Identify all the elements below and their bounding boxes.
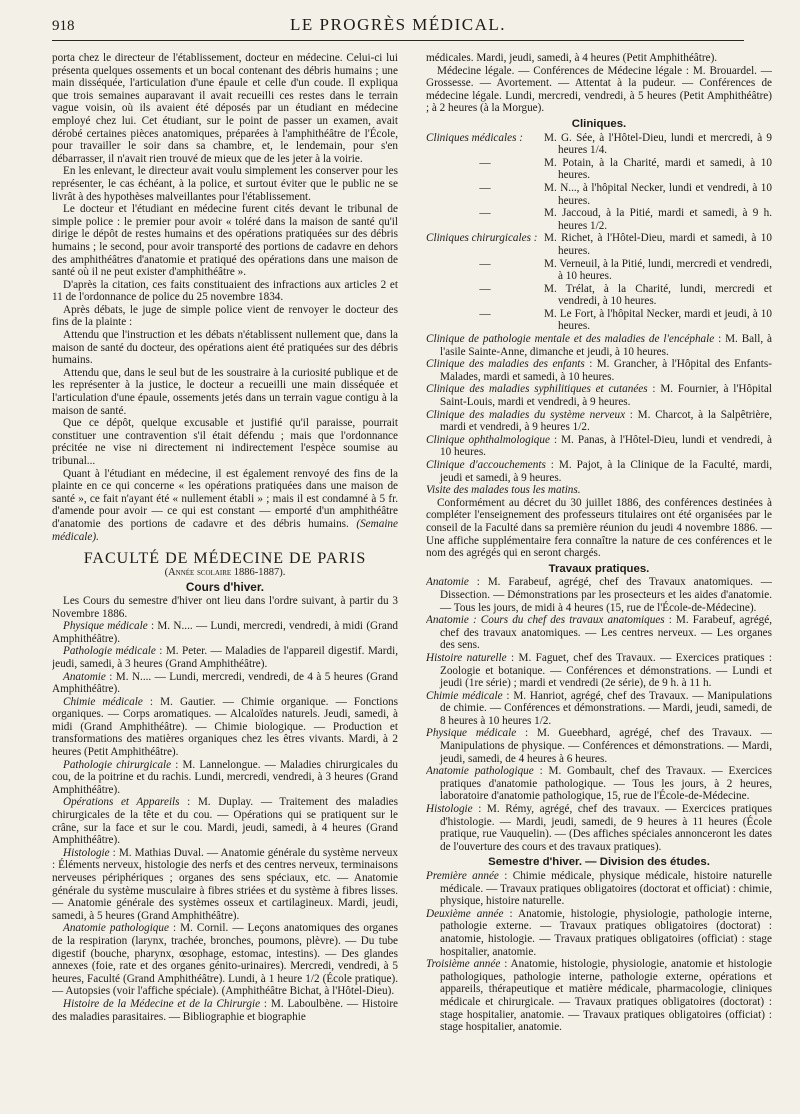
- clinic-subject: Visite des malades tous les matins.: [426, 484, 581, 497]
- clinic-detail: : M. Pajot, à la Clinique de la Faculté, mardi, jeudi et samedi, à 9 heures.: [440, 459, 772, 484]
- division-text: : Chimie médicale, physique médicale, histoire naturelle médicale. — Travaux pratiques obligatoires (doctorat et officiat) : chimie, physique, histoire naturelle.: [440, 870, 772, 908]
- clinic-subject: Clinique des maladies du système nerveux: [426, 408, 626, 421]
- clinic-text: M. Verneuil, à la Pitié, lundi, mercredi et vendredi, à 10 heures.: [544, 257, 772, 283]
- clinic-entry: [426, 434, 772, 459]
- travaux-text: : M. Rémy, agrégé, chef des travaux. — Exercices pratiques d'histologie. — Mardi, jeudi, samedi, de 9 heures à 11 heures (École pratique, rue Vauquelin). — (Des affiches spéciales annonceront les dates de l'ouverture des cours et des travaux pratiques).: [440, 803, 772, 853]
- paragraph: Attendu que, dans le seul but de les soustraire à la curiosité publique et de les représenter à la justice, le docteur a recueilli une main disséquée et l'articulation d'une épaule, ossements jetés dans un terrain vague contigu à la maison de santé.: [52, 366, 398, 417]
- clinic-text: M. Trélat, à la Charité, lundi, mercredi et vendredi, à 10 heures.: [544, 282, 772, 308]
- source-citation: (Semaine médicale).: [52, 517, 398, 543]
- clinic-subject: Clinique d'accouchements: [426, 459, 546, 471]
- course-subject: Pathologie chirurgicale: [63, 758, 172, 771]
- travaux-subject: Anatomie pathologique: [426, 765, 534, 778]
- course-subject: Histologie: [63, 846, 110, 859]
- clinic-entry: [426, 333, 772, 358]
- course-entry: [52, 671, 398, 696]
- division-subject: Première année: [426, 870, 499, 882]
- paragraph-text: Quant à l'étudiant en médecine, il est également renvoyé des fins de la plainte en ce qui concerne « les opérations pratiquées dans une maison de santé », ce fait n'ayant été « nullement établi » ; mais il est condamné à 5 fr. d'amende pour avoir — ce qui est constant — emporté d'un amphithéâtre d'anatomie des portions de cadavre et des débris humains.: [52, 467, 398, 530]
- right-column: [426, 52, 772, 1102]
- course-text: : M. Peter. — Maladies de l'appareil digestif. Mardi, jeudi, samedi, à 3 heures (Grand Amphithéâtre).: [52, 645, 398, 670]
- travaux-text: : M. Farabeuf, agrégé, chef des Travaux anatomiques. — Dissection. — Démonstrations par les prosecteurs et les aides d'anatomie. — Tous les jours, de midi à 4 heures (15, rue de l'École-de-Médecine).: [440, 576, 772, 614]
- travaux-subject: Chimie médicale: [426, 689, 503, 702]
- clinic-text: M. N..., à l'hôpital Necker, lundi et vendredi, à 10 heures.: [544, 181, 772, 207]
- faculty-title: FACULTÉ DE MÉDECINE DE PARIS: [83, 550, 367, 568]
- clinic-group-label: Cliniques chirurgicales :: [426, 232, 538, 245]
- course-text: : M. N.... — Lundi, mercredi, vendredi, à midi (Grand Amphithéâtre).: [52, 620, 398, 645]
- clinic-text: M. Jaccoud, à la Pitié, mardi et samedi, à 9 h. heures 1/2.: [544, 207, 772, 232]
- paragraph: Le docteur et l'étudiant en médecine furent cités devant le tribunal de simple police : le premier pour avoir « toléré dans la maison de santé qu'il dirige le dépôt de restes humains et des opérations pratiquées sur des débris humains ; le second, pour avoir transporté des portions de cadavre en dehors des amphithéâtres d'anatomie et pratiqué des opérations dans une maison de santé où il ne peut exister d'amphithéâtre ».: [52, 203, 398, 279]
- clinic-row: [426, 283, 772, 308]
- clinic-row: [426, 132, 772, 157]
- clinic-row: [426, 207, 772, 232]
- clinic-group-label: Cliniques médicales :: [426, 131, 523, 144]
- division-subject: Deuxième année: [426, 907, 504, 920]
- course-text: : M. Cornil. — Leçons anatomiques des organes de la respiration (larynx, trachée, bronches, poumons, plèvre). — Du tube digestif (bouche, pharynx, œsophage, estomac, intestins). — Des glandes annexes (foie, rate et des organes génito-urinaires). Mercredi, vendredi, à 5 heures, Faculté (Grand Amphithéâtre). Lundi, à 1 heure 1/2 (École pratique). — Autopsies (voir l'affiche spéciale). (Amphithéâtre Bichat, à l'Hôtel-Dieu).: [52, 922, 398, 998]
- travaux-text: : M. Hanriot, agrégé, chef des Travaux. — Manipulations de chimie. — Conférences et démonstrations. — Mardi, jeudi, samedi, de 8 heures à 10 heures 1/2.: [440, 689, 772, 727]
- division-text: : Anatomie, histologie, physiologie, pathologie interne, pathologie externe. — Travaux pratiques obligatoires (doctorat) : anatomie, histologie. — Travaux pratiques obligatoires (officiat) : stage hospitalier, anatomie.: [440, 907, 772, 958]
- dash-mark: —: [479, 282, 491, 295]
- course-subject: Opérations et Appareils: [63, 796, 180, 809]
- left-column: [52, 52, 398, 1102]
- school-year: (Année scolaire 1886-1887).: [164, 566, 286, 578]
- clinic-subject: Clinique de pathologie mentale et des maladies de l'encéphale: [426, 333, 715, 346]
- course-subject: Anatomie pathologique: [63, 922, 169, 935]
- course-entry: [52, 922, 398, 998]
- travaux-entry: [426, 690, 772, 728]
- travaux-subject: Histologie: [426, 803, 473, 816]
- paragraph: médicales. Mardi, jeudi, samedi, à 4 heures (Petit Amphithéâtre).: [426, 52, 718, 64]
- course-text: : M. Mathias Duval. — Anatomie générale du système nerveux : Éléments nerveux, histologie des nerfs et des centres nerveux, terminaisons nerveuses périphériques ; organes des sens spéciaux, etc. — Anatomie générale du système musculaire à fibres striées et du système à fibres lisses. — Anatomie générale des systèmes osseux et cartilagineux. Mardi, jeudi, samedi, à 5 heures (Grand Amphithéâtre).: [52, 846, 398, 922]
- clinic-entry: [426, 358, 772, 383]
- clinic-subject: Clinique des maladies des enfants: [426, 358, 585, 371]
- clinic-subject: Clinique des maladies syphilitiques et cutanées: [426, 383, 648, 396]
- clinic-subject: Clinique ophthalmologique: [426, 433, 550, 446]
- dash-mark: —: [479, 307, 491, 320]
- courses-intro: Les Cours du semestre d'hiver ont lieu dans l'ordre suivant, à partir du 3 Novembre 1886.: [52, 594, 398, 620]
- clinic-detail: : M. Charcot, à la Salpêtrière, mardi et vendredi, à 9 heures 1/2.: [440, 408, 772, 434]
- course-entry: [52, 998, 398, 1023]
- dash-mark: —: [479, 181, 491, 194]
- clinic-text: M. Richet, à l'Hôtel-Dieu, mardi et samedi, à 10 heures.: [544, 232, 772, 257]
- division-entry: [426, 908, 772, 958]
- travaux-subject: Anatomie : Cours du chef des travaux anatomiques: [426, 614, 665, 627]
- clinic-detail: : M. Ball, à l'asile Sainte-Anne, dimanche et jeudi, à 10 heures.: [440, 333, 772, 358]
- clinic-row: [426, 308, 772, 333]
- division-subject: Troisième année: [426, 958, 501, 971]
- clinic-entry: [426, 484, 772, 497]
- page-number: 918: [52, 18, 75, 34]
- page-header: [52, 14, 744, 41]
- course-subject: Histoire de la Médecine et de la Chirurgie: [63, 997, 261, 1010]
- course-subject: Physique médicale: [63, 620, 148, 633]
- course-entry: [52, 696, 398, 759]
- clinic-entry: [426, 459, 772, 484]
- paragraph: Que ce dépôt, quelque excusable et justifié qu'il paraisse, pourrait constituer une contravention s'il était défendu ; mais que l'ordonnance précitée ne vise ni directement ni indirectement l'espèce soumise au tribunal...: [52, 417, 398, 467]
- clinic-detail: : M. Fournier, à l'Hôpital Saint-Louis, mardi et vendredi, à 9 heures.: [440, 383, 772, 409]
- division-entry: [426, 958, 772, 1034]
- course-entry: [52, 645, 398, 670]
- clinic-row: [426, 258, 772, 283]
- running-title: LE PROGRÈS MÉDICAL.: [290, 15, 506, 34]
- clinic-entry: [426, 383, 772, 408]
- course-entry: [52, 847, 398, 923]
- travaux-entry: [426, 803, 772, 853]
- course-entry: [52, 796, 398, 846]
- courses-title: Cours d'hiver.: [185, 580, 265, 595]
- cliniques-title: Cliniques.: [571, 117, 627, 130]
- course-subject: Anatomie: [63, 670, 106, 683]
- paragraph: Après débats, le juge de simple police vient de renvoyer le docteur des fins de la plainte :: [52, 303, 398, 329]
- clinic-text: M. Potain, à la Charité, mardi et samedi, à 10 heures.: [544, 156, 772, 182]
- paragraph: [52, 468, 398, 544]
- travaux-entry: [426, 652, 772, 690]
- travaux-entry: [426, 765, 772, 803]
- course-text: : M. N.... — Lundi, mercredi, vendredi, de 4 à 5 heures (Grand Amphithéâtre).: [52, 670, 398, 696]
- course-text: : M. Laboulbène. — Histoire des maladies parasitaires. — Bibliographie et biographie: [52, 997, 398, 1023]
- travaux-text: : M. Gueebhard, agrégé, chef des Travaux. — Manipulations de physique. — Conférences et démonstrations. — Mardi, jeudi, samedi, de 4 heures à 6 heures.: [440, 727, 772, 765]
- course-subject: Pathologie médicale: [63, 645, 156, 658]
- clinic-text: M. Le Fort, à l'hôpital Necker, mardi et jeudi, à 10 heures.: [544, 307, 772, 333]
- paragraph: D'après la citation, ces faits constituaient des infractions aux articles 2 et 11 de l'ordonnance de police du 25 novembre 1834.: [52, 278, 398, 304]
- travaux-text: : M. Gombault, chef des Travaux. — Exercices pratiques d'anatomie pathologique. — Tous les jours, à 2 heures, laboratoire d'anatomie pathologique, 15, rue de l'École-de-Médecine.: [440, 765, 772, 803]
- paragraph: En les enlevant, le directeur avait voulu simplement les conserver pour les représenter, le cas échéant, à la police, et surtout éviter que le public ne se livrât à des hypothèses malveillantes pour l'établissement.: [52, 165, 398, 203]
- division-text: : Anatomie, histologie, physiologie, anatomie et histologie pathologiques, pathologie interne, pathologie externe, opérations et appareils, thérapeutique et matière médicale, pharmacologie, cliniques médicale et chirurgicale. — Travaux pratiques obligatoires (doctorat) : stage hospitalier, anatomie. — Travaux pratiques obligatoires (officiat) : stage hospitalier, anatomie.: [440, 958, 772, 1034]
- course-text: : M. Gautier. — Chimie organique. — Fonctions organiques. — Corps aromatiques. — Alcaloïdes naturels. Jeudi, samedi, à midi (Grand Amphithéâtre). — Chimie biologique. — Production et transformations des matières organiques chez les êtres vivants. Mardi, à 2 heures (Petit Amphithéâtre).: [52, 695, 398, 759]
- travaux-entry: [426, 727, 772, 765]
- clinic-row: [426, 182, 772, 207]
- clinic-detail: : M. Grancher, à l'Hôpital des Enfants-Malades, mardi et samedi, à 10 heures.: [440, 358, 772, 383]
- paragraph: porta chez le directeur de l'établissement, docteur en médecine. Celui-ci lui présenta quelques ossements et un bocal contenant des débris humains ; une main disséquée, l'articulation d'une épaule et celle d'un coude. Il expliqua que trois semaines auparavant il avait recueilli ces restes dans le terrain vague voisin, où ils avaient été déposés par un étudiant en médecine employé chez lui. Cet étudiant, sur le point de passer un examen, avait dérobé certaines pièces anatomiques, préparées à l'amphithéâtre de l'École, pour travailler le soir dans sa chambre, et, le lendemain, pour s'en débarrasser, il n'avait rien trouvé de mieux que de les jeter à la voirie.: [52, 52, 398, 165]
- semestre-title: Semestre d'hiver. — Division des études.: [488, 856, 710, 869]
- division-entry: [426, 870, 772, 908]
- clinic-text: M. G. Sée, à l'Hôtel-Dieu, lundi et mercredi, à 9 heures 1/4.: [544, 131, 772, 157]
- dash-mark: —: [479, 156, 491, 169]
- dash-mark: —: [479, 207, 491, 220]
- course-subject: Chimie médicale: [63, 695, 143, 708]
- clinic-row: [426, 157, 772, 182]
- dash-mark: —: [479, 257, 491, 270]
- travaux-entry: [426, 576, 772, 614]
- clinic-entry: [426, 409, 772, 434]
- clinic-row: [426, 232, 772, 257]
- course-text: : M. Duplay. — Traitement des maladies chirurgicales de la tête et du cou. — Opérations qui se pratiquent sur le crâne, sur la face et sur le cou. Mardi, jeudi, samedi, à 4 heures (Grand Amphithéâtre).: [52, 796, 398, 847]
- travaux-entry: [426, 614, 772, 652]
- travaux-subject: Physique médicale: [426, 727, 517, 740]
- travaux-subject: Anatomie: [426, 576, 469, 589]
- travaux-subject: Histoire naturelle: [426, 651, 507, 664]
- decree-paragraph: Conformément au décret du 30 juillet 1886, des conférences destinées à compléter l'enseignement des professeurs titulaires ont été organisées par le conseil de la Faculté dans sa première réunion du jeudi 4 novembre 1886. — Une affiche supplémentaire fera connaître la nature de ces conférences et le nom des agrégés qui en seront chargés.: [426, 496, 772, 560]
- course-text: : M. Lannelongue. — Maladies chirurgicales du cou, de la poitrine et du rachis. Lundi, mercredi, vendredi, à 3 heures (Grand Amphithéâtre).: [52, 758, 398, 796]
- course-entry: [52, 620, 398, 645]
- travaux-title: Travaux pratiques.: [548, 562, 650, 575]
- paragraph: Attendu que l'instruction et les débats n'établissent nullement que, dans la maison de santé du docteur, des opérations aient été pratiquées sur des débris humains.: [52, 329, 398, 367]
- travaux-text: : M. Farabeuf, agrégé, chef des travaux anatomiques. — Les centres nerveux. — Les organes des sens.: [440, 614, 772, 652]
- course-entry: [52, 759, 398, 797]
- paragraph: Médecine légale. — Conférences de Médecine légale : M. Brouardel. — Grossesse. — Avortement. — Attentat à la pudeur. — Conférences de médecine légale. Lundi, mercredi, vendredi, à 5 heures (Petit Amphithéâtre) ; à 2 heures (à la Morgue).: [426, 64, 772, 115]
- clinic-detail: : M. Panas, à l'Hôtel-Dieu, lundi et vendredi, à 10 heures.: [440, 433, 772, 459]
- travaux-text: : M. Faguet, chef des Travaux. — Exercices pratiques : Zoologie et botanique. — Conférences et démonstrations. — Lundi et jeudi (1re série) ; mardi et vendredi (2e série), de 9 h. à 11 h.: [440, 651, 772, 690]
